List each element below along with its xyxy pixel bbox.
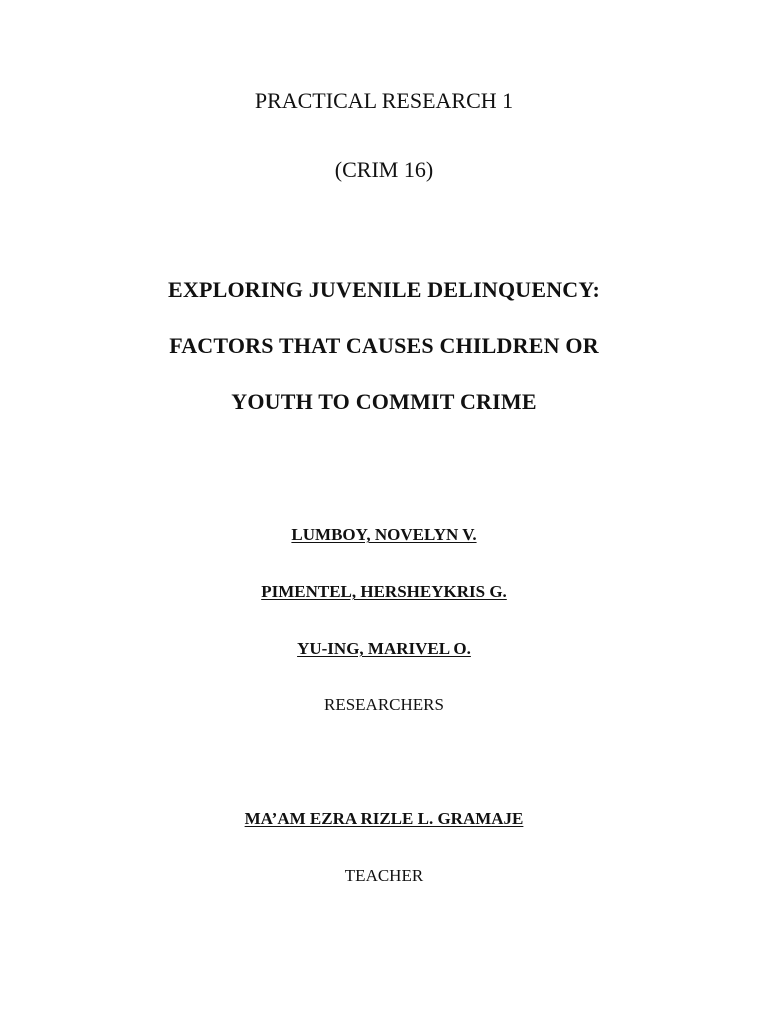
researcher-name-1: LUMBOY, NOVELYN V. bbox=[291, 525, 477, 544]
title-line-1: EXPLORING JUVENILE DELINQUENCY: bbox=[167, 277, 600, 302]
teacher-label: TEACHER bbox=[344, 866, 424, 885]
researchers-label: RESEARCHERS bbox=[324, 695, 444, 714]
title-line-2: FACTORS THAT CAUSES CHILDREN OR bbox=[169, 333, 599, 358]
title-line-3: YOUTH TO COMMIT CRIME bbox=[231, 389, 537, 414]
teacher-name: MA’AM EZRA RIZLE L. GRAMAJE bbox=[244, 809, 524, 828]
researcher-name-2: PIMENTEL, HERSHEYKRIS G. bbox=[261, 582, 507, 601]
course-code: (CRIM 16) bbox=[334, 157, 434, 182]
course-name: PRACTICAL RESEARCH 1 bbox=[254, 88, 514, 113]
researcher-name-3: YU-ING, MARIVEL O. bbox=[297, 639, 471, 658]
